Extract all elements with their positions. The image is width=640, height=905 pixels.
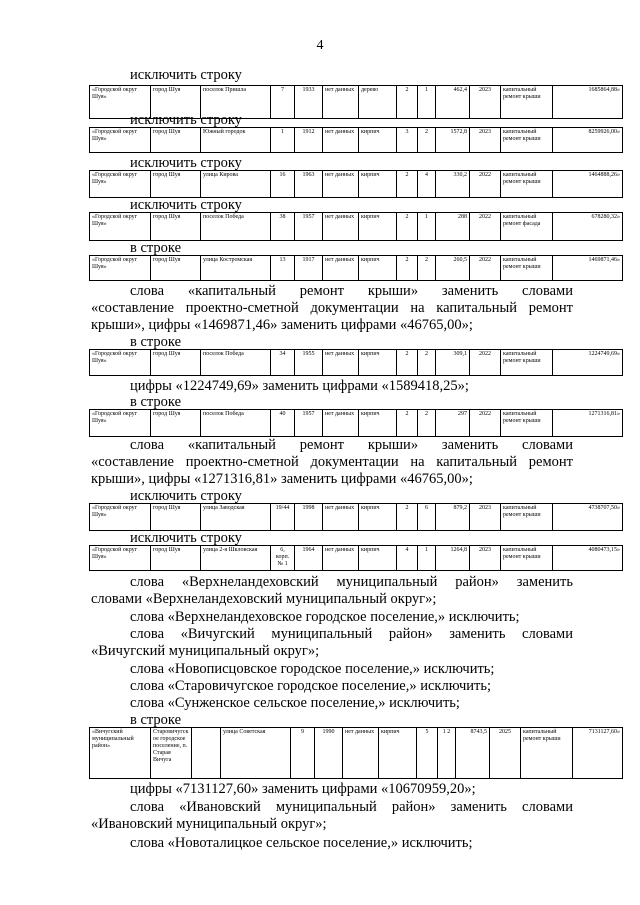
cell-material: кирпич — [359, 128, 397, 153]
cell-year: 1964 — [295, 546, 323, 571]
cell-plan-year: 2022 — [470, 256, 501, 281]
page-number: 4 — [316, 38, 324, 53]
cell-work-type: капитальный ремонт крыши — [501, 256, 553, 281]
amendment-table-row — [89, 545, 623, 571]
cell-data: нет данных — [323, 256, 359, 281]
cell-house: 9 — [291, 728, 315, 779]
cell-entrances: 1 2 — [438, 728, 456, 779]
cell-settlement: город Шуя — [151, 504, 201, 531]
cell-settlement: город Шуя — [151, 546, 201, 571]
cell-area: 288 — [436, 213, 470, 241]
cell-year: 1957 — [295, 410, 323, 437]
cell-cost: 1224749,69» — [553, 350, 623, 376]
cell-work-type: капитальный ремонт крыши — [501, 128, 553, 153]
cell-municipality: «Городской округ Шуя» — [90, 128, 151, 153]
paragraph-line: словами «Верхнеландеховский муниципальный округ»; — [91, 591, 437, 607]
cell-municipality: «Городской округ Шуя» — [90, 410, 151, 437]
paragraph-line: крыши», цифры «1271316,81» заменить цифрами «46765,00»; — [91, 471, 473, 487]
cell-material: кирпич — [359, 410, 397, 437]
cell-settlement: город Шуя — [151, 350, 201, 376]
cell-area: 462,4 — [436, 86, 470, 119]
cell-area: 330,2 — [436, 171, 470, 198]
cell-street: улица Кирова — [201, 171, 271, 198]
cell-settlement: Старовичугское городское поселение, п. Старая Вичуга — [151, 728, 192, 779]
cell-settlement: город Шуя — [151, 213, 201, 241]
cell-material: кирпич — [359, 546, 397, 571]
paragraph-line: крыши», цифры «1469871,46» заменить цифрами «46765,00»; — [91, 317, 473, 333]
cell-plan-year: 2022 — [470, 410, 501, 437]
cell-floors: 2 — [397, 86, 418, 119]
amendment-paragraph: цифры «7131127,60» заменить цифрами «10670959,20»; — [130, 781, 476, 797]
cell-plan-year: 2023 — [470, 128, 501, 153]
cell-work-type: капитальный ремонт крыши — [501, 410, 553, 437]
instruction-in-row: в строке — [130, 334, 182, 350]
cell-material: кирпич — [359, 256, 397, 281]
cell-entrances: 2 — [418, 256, 436, 281]
cell-work-type: капитальный ремонт фасада — [501, 213, 553, 241]
paragraph-line: слова «Верхнеландеховский муниципальный район» заменить — [130, 574, 573, 590]
cell-work-type: капитальный ремонт крыши — [521, 728, 573, 779]
cell-floors: 4 — [397, 546, 418, 571]
cell-year: 1990 — [315, 728, 343, 779]
cell-material: кирпич — [359, 171, 397, 198]
cell-entrances: 2 — [418, 350, 436, 376]
cell-entrances: 1 — [418, 546, 436, 571]
cell-municipality: «Городской округ Шуя» — [90, 504, 151, 531]
cell-floors: 5 — [417, 728, 438, 779]
amendment-paragraph: слова «Верхнеландеховское городское поселение,» исключить; — [130, 609, 520, 625]
cell-cost: 1685864,88» — [553, 86, 623, 119]
amendment-paragraph — [91, 283, 573, 334]
amendment-paragraph — [91, 626, 573, 660]
amendment-table-row — [89, 349, 623, 376]
cell-cost: 7131127,60» — [573, 728, 623, 779]
cell-data: нет данных — [323, 86, 359, 119]
cell-house: 1 — [271, 128, 295, 153]
amendment-table-row — [89, 255, 623, 281]
paragraph-line: слова «Ивановский муниципальный район» заменить словами — [130, 799, 573, 815]
cell-floors: 2 — [397, 256, 418, 281]
instruction-in-row: в строке — [130, 712, 182, 728]
cell-data: нет данных — [323, 213, 359, 241]
cell-year: 1955 — [295, 350, 323, 376]
cell-work-type: капитальный ремонт крыши — [501, 171, 553, 198]
cell-data: нет данных — [323, 171, 359, 198]
cell-year: 1933 — [295, 86, 323, 119]
amendment-table-row — [89, 727, 623, 779]
amendment-table-row — [89, 127, 623, 153]
cell-street: улица Костромская — [201, 256, 271, 281]
cell-municipality: «Городской округ Шуя» — [90, 546, 151, 571]
cell-material: кирпич — [359, 213, 397, 241]
cell-street: поселок Пришла — [201, 86, 271, 119]
cell-cost: 1464888,26» — [553, 171, 623, 198]
cell-street: улица Заводская — [201, 504, 271, 531]
cell-area: 297 — [436, 410, 470, 437]
cell-street: Южный городок — [201, 128, 271, 153]
cell-municipality: «Городской округ Шуя» — [90, 171, 151, 198]
amendment-table-row — [89, 503, 623, 531]
amendment-paragraph — [91, 799, 573, 833]
paragraph-line: слова «капитальный ремонт крыши» заменить словами — [130, 437, 573, 453]
paragraph-line: «составление проектно-сметной документации на капитальный ремонт — [91, 454, 573, 470]
cell-data: нет данных — [343, 728, 379, 779]
cell-work-type: капитальный ремонт крыши — [501, 350, 553, 376]
cell-cost: 678280,32» — [553, 213, 623, 241]
cell-empty — [192, 728, 221, 779]
cell-settlement: город Шуя — [151, 171, 201, 198]
instruction-in-row: в строке — [130, 394, 182, 410]
cell-material: кирпич — [359, 504, 397, 531]
cell-floors: 2 — [397, 213, 418, 241]
cell-data: нет данных — [323, 128, 359, 153]
cell-house: 13 — [271, 256, 295, 281]
amendment-table-row — [89, 170, 623, 198]
cell-entrances: 1 — [418, 86, 436, 119]
cell-cost: 1271316,81» — [553, 410, 623, 437]
cell-entrances: 4 — [418, 171, 436, 198]
cell-work-type: капитальный ремонт крыши — [501, 86, 553, 119]
cell-cost: 4080473,15» — [553, 546, 623, 571]
amendment-paragraph: цифры «1224749,69» заменить цифрами «1589418,25»; — [130, 378, 469, 394]
cell-area: 260,5 — [436, 256, 470, 281]
cell-data: нет данных — [323, 546, 359, 571]
cell-municipality: «Городской округ Шуя» — [90, 86, 151, 119]
cell-plan-year: 2022 — [470, 350, 501, 376]
cell-entrances: 1 — [418, 213, 436, 241]
paragraph-line: слова «Вичугский муниципальный район» заменить словами — [130, 626, 573, 642]
cell-data: нет данных — [323, 410, 359, 437]
cell-plan-year: 2025 — [490, 728, 521, 779]
cell-floors: 2 — [397, 350, 418, 376]
amendment-table-row — [89, 409, 623, 437]
cell-cost: 1469871,46» — [553, 256, 623, 281]
amendment-paragraph: слова «Старовичугское городское поселение,» исключить; — [130, 678, 492, 694]
amendment-paragraph — [91, 437, 573, 488]
cell-area: 1572,8 — [436, 128, 470, 153]
cell-work-type: капитальный ремонт крыши — [501, 504, 553, 531]
cell-street: поселок Победа — [201, 213, 271, 241]
cell-work-type: капитальный ремонт крыши — [501, 546, 553, 571]
cell-plan-year: 2023 — [470, 546, 501, 571]
cell-floors: 3 — [397, 128, 418, 153]
cell-entrances: 2 — [418, 128, 436, 153]
cell-year: 1963 — [295, 171, 323, 198]
cell-municipality: «Вичугский муниципальный район» — [90, 728, 151, 779]
cell-material: кирпич — [359, 350, 397, 376]
cell-house: 7 — [271, 86, 295, 119]
cell-plan-year: 2022 — [470, 171, 501, 198]
paragraph-line: слова «капитальный ремонт крыши» заменить словами — [130, 283, 573, 299]
cell-area: 879,2 — [436, 504, 470, 531]
paragraph-line: «Вичугский муниципальный округ»; — [91, 643, 320, 659]
amendment-paragraph: слова «Новоталицкое сельское поселение,» исключить; — [130, 835, 473, 851]
instruction-exclude-row: исключить строку — [130, 530, 242, 546]
cell-area: 8743,5 — [456, 728, 490, 779]
amendment-paragraph: слова «Новописцовское городское поселение,» исключить; — [130, 661, 495, 677]
cell-plan-year: 2023 — [470, 86, 501, 119]
cell-year: 1957 — [295, 213, 323, 241]
cell-house: 34 — [271, 350, 295, 376]
instruction-exclude-row: исключить строку — [130, 155, 242, 171]
cell-floors: 2 — [397, 504, 418, 531]
amendment-paragraph — [91, 574, 573, 608]
paragraph-line: «Ивановский муниципальный округ»; — [91, 816, 327, 832]
instruction-in-row: в строке — [130, 240, 182, 256]
cell-material: кирпич — [379, 728, 417, 779]
cell-street: поселок Победа — [201, 410, 271, 437]
cell-material: дерево — [359, 86, 397, 119]
cell-area: 1264,8 — [436, 546, 470, 571]
instruction-exclude-row: исключить строку — [130, 112, 242, 128]
amendment-paragraph: слова «Сунженское сельское поселение,» исключить; — [130, 695, 460, 711]
instruction-exclude-row: исключить строку — [130, 67, 242, 83]
cell-street: улица Советская — [221, 728, 291, 779]
cell-settlement: город Шуя — [151, 86, 201, 119]
cell-municipality: «Городской округ Шуя» — [90, 350, 151, 376]
amendment-table-row — [89, 212, 623, 241]
cell-street: улица 2-я Шкловская — [201, 546, 271, 571]
cell-year: 1917 — [295, 256, 323, 281]
cell-settlement: город Шуя — [151, 128, 201, 153]
cell-year: 1998 — [295, 504, 323, 531]
cell-plan-year: 2022 — [470, 213, 501, 241]
cell-house: 19/44 — [271, 504, 295, 531]
instruction-exclude-row: исключить строку — [130, 197, 242, 213]
cell-cost: 8259926,00» — [553, 128, 623, 153]
cell-street: поселок Победа — [201, 350, 271, 376]
cell-data: нет данных — [323, 350, 359, 376]
cell-settlement: город Шуя — [151, 410, 201, 437]
cell-municipality: «Городской округ Шуя» — [90, 256, 151, 281]
cell-cost: 4738707,50» — [553, 504, 623, 531]
cell-house: 38 — [271, 213, 295, 241]
paragraph-line: «составление проектно-сметной документации на капитальный ремонт — [91, 300, 573, 316]
cell-house: 16 — [271, 171, 295, 198]
cell-year: 1912 — [295, 128, 323, 153]
cell-floors: 2 — [397, 410, 418, 437]
cell-settlement: город Шуя — [151, 256, 201, 281]
cell-floors: 2 — [397, 171, 418, 198]
cell-entrances: 6 — [418, 504, 436, 531]
instruction-exclude-row: исключить строку — [130, 488, 242, 504]
cell-area: 309,1 — [436, 350, 470, 376]
cell-house: 40 — [271, 410, 295, 437]
cell-plan-year: 2023 — [470, 504, 501, 531]
cell-municipality: «Городской округ Шуя» — [90, 213, 151, 241]
cell-house: 6, корп. № 1 — [271, 546, 295, 571]
cell-data: нет данных — [323, 504, 359, 531]
cell-entrances: 2 — [418, 410, 436, 437]
